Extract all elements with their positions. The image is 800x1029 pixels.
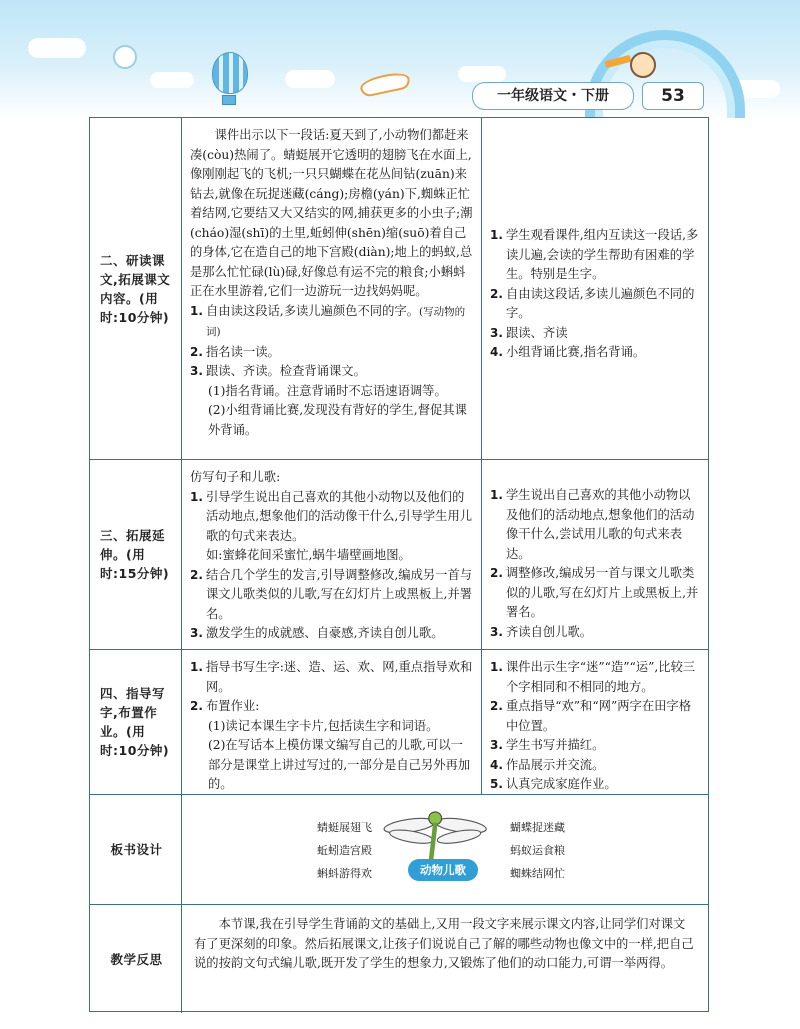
board-content	[182, 795, 708, 904]
child-mascot-icon	[630, 52, 656, 78]
student-activity-cell	[482, 650, 708, 794]
student-activity-cell	[482, 118, 708, 459]
teacher-steps	[190, 658, 473, 717]
student-steps	[490, 226, 702, 363]
teacher-steps	[190, 488, 473, 644]
list-item: 如:蜜蜂花间采蜜忙,蜗牛墙壁画地图。	[206, 548, 411, 562]
stage-label: 二、研读课文,拓展课文内容。(用时:10分钟)	[100, 252, 171, 325]
sub-step: (2)在写话本上模仿课文编写自己的儿歌,可以一部分是课堂上讲过写过的,一部分是自己另外再加的。	[208, 738, 471, 791]
balloon-basket-icon	[222, 95, 236, 105]
student-steps	[490, 486, 702, 642]
reflection-label: 教学反思	[110, 951, 163, 967]
stage-cell	[90, 905, 182, 1013]
reflection-cell	[182, 905, 708, 1013]
list-item: 4. 小组背诵比赛,指名背诵。	[490, 345, 646, 359]
stage-cell	[90, 650, 182, 794]
sub-step: (1)读记本课生字卡片,包括读生字和词语。	[208, 718, 439, 733]
list-item: 5. 认真完成家庭作业。	[490, 777, 617, 791]
board-right-line: 蜘蛛结网忙	[510, 867, 565, 880]
sub-step: (1)指名背诵。注意背诵时不忘语速语调等。	[208, 383, 447, 398]
list-item: 3. 激发学生的成就感、自豪感,齐读自创儿歌。	[190, 626, 444, 640]
teacher-activity-cell	[182, 118, 482, 459]
list-item: 2. 调整修改,编成另一首与课文儿歌类似的儿歌,写在幻灯片上或黑板上,并署名。	[490, 566, 699, 619]
lesson-table	[89, 117, 709, 1012]
cloud-icon	[458, 66, 506, 82]
teacher-activity-cell	[182, 650, 482, 794]
board-right-line: 蚂蚁运食粮	[510, 844, 565, 857]
stage-cell	[90, 795, 182, 904]
cloud-icon	[28, 38, 86, 58]
list-item: 1. 自由读这段话,多读儿遍颜色不同的字。(写动物的词)	[190, 303, 466, 338]
board-left-line: 蝌蚪游得欢	[317, 867, 372, 880]
glider-icon	[359, 70, 412, 98]
section-row-extension	[90, 460, 708, 650]
hot-air-balloon-icon	[212, 52, 248, 94]
board-center-tag: 动物儿歌	[408, 859, 478, 881]
list-item: 3. 跟读、齐读	[490, 325, 568, 340]
list-item: 1. 引导学生说出自己喜欢的其他小动物以及他们的活动地点,想象他们的活动像干什么,引导学生用儿歌的句式来表达。	[190, 489, 473, 543]
board-label: 板书设计	[110, 842, 163, 857]
section-row-reading	[90, 118, 708, 460]
teacher-intro: 课件出示以下一段话:夏天到了,小动物们都赶来凑(còu)热闹了。蜻蜓展开它透明的翅膀飞在水面上,像刚刚起飞的飞机;一只只蝴蝶在花丛间钻(zuān)来钻去,就像在玩捉迷藏(cáng);房檐(yán)下,蜘蛛正忙着结网,它要结又大又结实的网,捕获更多的小虫子;潮(cháo)湿(shī)的土里,蚯蚓伸(shēn)缩(suō)着自己的身体,它在造自己的地下宫殿(diàn);地上的蚂蚁,总是那么忙忙碌(lù)碌,好像总有运不完的粮食;小蝌蚪正在水里游着,它们一边游玩一边找妈妈呢。	[190, 128, 473, 298]
board-left-line: 蜻蜓展翅飞	[317, 821, 372, 834]
list-item: 4. 作品展示并交流。	[490, 757, 605, 772]
page-banner	[0, 0, 800, 118]
teacher-activity-cell	[182, 460, 482, 649]
step-note: (写动物的词)	[206, 305, 466, 338]
list-item: 3. 齐读自创儿歌。	[490, 624, 593, 639]
student-activity-cell	[482, 460, 708, 649]
list-item: 3. 跟读、齐读。检查背诵课文。	[190, 364, 366, 378]
stage-cell	[90, 118, 182, 459]
sub-step: (2)小组背诵比赛,发现没有背好的学生,督促其课外背诵。	[208, 403, 467, 437]
cloud-icon	[150, 72, 194, 88]
list-item: 3. 学生书写并描红。	[490, 738, 605, 752]
book-title: 一年级语文・下册	[472, 82, 634, 110]
list-item: 2. 指名读一读。	[190, 344, 280, 359]
teacher-steps	[190, 302, 473, 382]
reflection-row	[90, 905, 708, 1013]
stage-cell	[90, 460, 182, 649]
list-item: 2. 重点指导“欢”和“网”两字在田字格中位置。	[490, 699, 692, 733]
list-item: 2. 布置作业:	[190, 699, 260, 713]
board-design-cell	[182, 795, 708, 904]
board-design-row	[90, 795, 708, 905]
student-steps	[490, 658, 702, 795]
header-tabbar	[472, 82, 722, 108]
list-item: 1. 课件出示生字“迷”“造”“运”,比较三个字相同和不相同的地方。	[490, 660, 696, 694]
cloud-icon	[285, 70, 335, 88]
board-right-line: 蝴蝶捉迷藏	[510, 821, 565, 834]
list-item: 2. 结合几个学生的发言,引导调整修改,编成另一首与课文儿歌类似的儿歌,写在幻灯片上或黑板上,并署名。	[190, 567, 473, 621]
sun-icon	[113, 45, 137, 69]
reflection-text: 本节课,我在引导学生背诵韵文的基础上,又用一段文字来展示课文内容,让同学们对课文有了更深刻的印象。然后拓展课文,让孩子们说说自己了解的哪些动物也像文中的一样,把自己说的按韵文句式编儿歌,既开发了学生的想象力,又锻炼了他们的动口能力,可谓一举两得。	[194, 917, 694, 970]
list-item: 2. 自由读这段话,多读儿遍颜色不同的字。	[490, 286, 695, 320]
teacher-intro: 仿写句子和儿歌:	[190, 470, 281, 484]
list-item: 1. 指导书写生字:迷、造、运、欢、网,重点指导欢和网。	[190, 660, 473, 694]
stage-label: 三、拓展延伸。(用时:15分钟)	[100, 528, 170, 581]
list-item: 1. 学生说出自己喜欢的其他小动物以及他们的活动地点,想象他们的活动像干什么,尝试用儿歌的句式来表达。	[490, 488, 695, 561]
list-item: 1. 学生观看课件,组内互读这一段话,多读儿遍,会读的学生帮助有困难的学生。特别是生字。	[490, 228, 699, 281]
section-row-writing	[90, 650, 708, 795]
board-left-line: 蚯蚓造宫殿	[317, 844, 372, 857]
page-number: 53	[642, 82, 704, 110]
stage-label: 四、指导写字,布置作业。(用时:10分钟)	[100, 686, 170, 758]
